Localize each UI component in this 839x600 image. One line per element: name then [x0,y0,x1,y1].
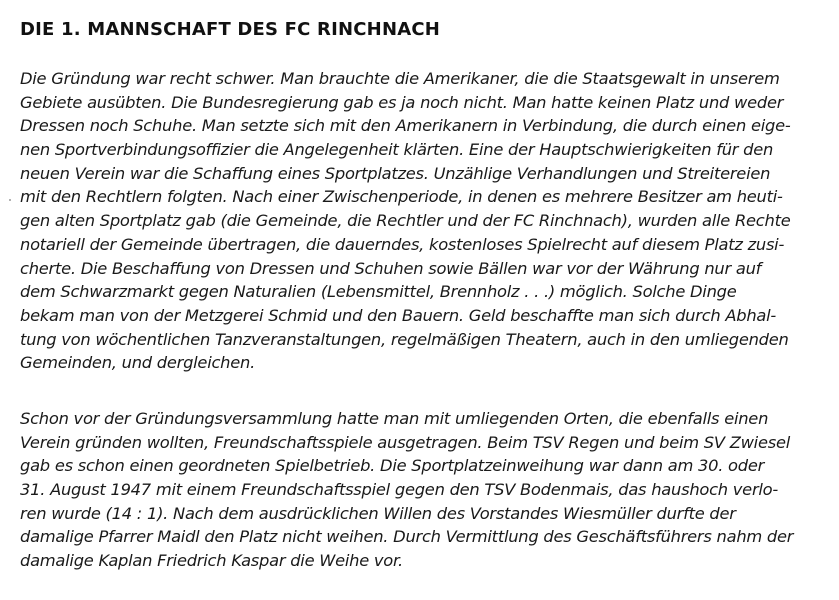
text-line: Verein gründen wollten, Freundschaftsspiele ausgetragen. Beim TSV Regen und beim SV Zwiesel [20,432,790,452]
text-line: damalige Pfarrer Maidl den Platz nicht weihen. Durch Vermittlung des Geschäftsführers nahm der [20,527,794,547]
text-line: notariell der Gemeinde übertragen, die dauerndes, kostenloses Spielrecht auf diesem Platz zusi- [20,234,785,254]
text-line: mit den Rechtlern folgten. Nach einer Zwischenperiode, in denen es mehrere Besitzer am heuti- [20,187,783,207]
text-line: gab es schon einen geordneten Spielbetrieb. Die Sportplatzeinweihung war dann am 30. oder [20,456,765,476]
text-line: nen Sportverbindungsoffizier die Angelegenheit klärten. Eine der Hauptschwierigkeiten für den [20,140,774,160]
page-title: DIE 1. MANNSCHAFT DES FC RINCHNACH [20,19,441,40]
paragraph-inauguration [20,407,793,573]
text-line: cherte. Die Beschaffung von Dressen und Schuhen sowie Bällen war vor der Währung nur auf [20,258,762,278]
text-line: gen alten Sportplatz gab (die Gemeinde, die Rechtler und der FC Rinchnach), wurden alle Rechte [20,211,791,231]
text-line: bekam man von der Metzgerei Schmid und den Bauern. Geld beschaffte man sich durch Abhal- [20,305,777,325]
text-line: 31. August 1947 mit einem Freundschaftsspiel gegen den TSV Bodenmais, das haushoch verlo- [20,480,778,500]
text-line: dem Schwarzmarkt gegen Naturalien (Lebensmittel, Brennholz . . .) möglich. Solche Dinge [20,282,737,302]
text-line: Gemeinden, und dergleichen. [20,353,255,373]
text-line: Dressen noch Schuhe. Man setzte sich mit den Amerikanern in Verbindung, die durch einen eige- [20,116,791,136]
text-line: Gebiete ausübten. Die Bundesregierung gab es ja noch nicht. Man hatte keinen Platz und weder [20,92,784,112]
text-line: damalige Kaplan Friedrich Kaspar die Weihe vor. [20,551,403,571]
paragraph-founding [20,67,790,375]
text-line: neuen Verein war die Schaffung eines Sportplatzes. Unzählige Verhandlungen und Streitereien [20,163,771,183]
text-line: Schon vor der Gründungsversammlung hatte man mit umliegenden Orten, die ebenfalls einen [20,409,769,428]
scan-speck [9,199,11,201]
text-line: tung von wöchentlichen Tanzveranstaltungen, regelmäßigen Theatern, auch in den umliegenden [20,329,789,349]
text-line: Die Gründung war recht schwer. Man brauchte die Amerikaner, die die Staatsgewalt in unserem [20,69,780,88]
text-line: ren wurde (14 : 1). Nach dem ausdrücklichen Willen des Vorstandes Wiesmüller durfte der [20,503,736,523]
